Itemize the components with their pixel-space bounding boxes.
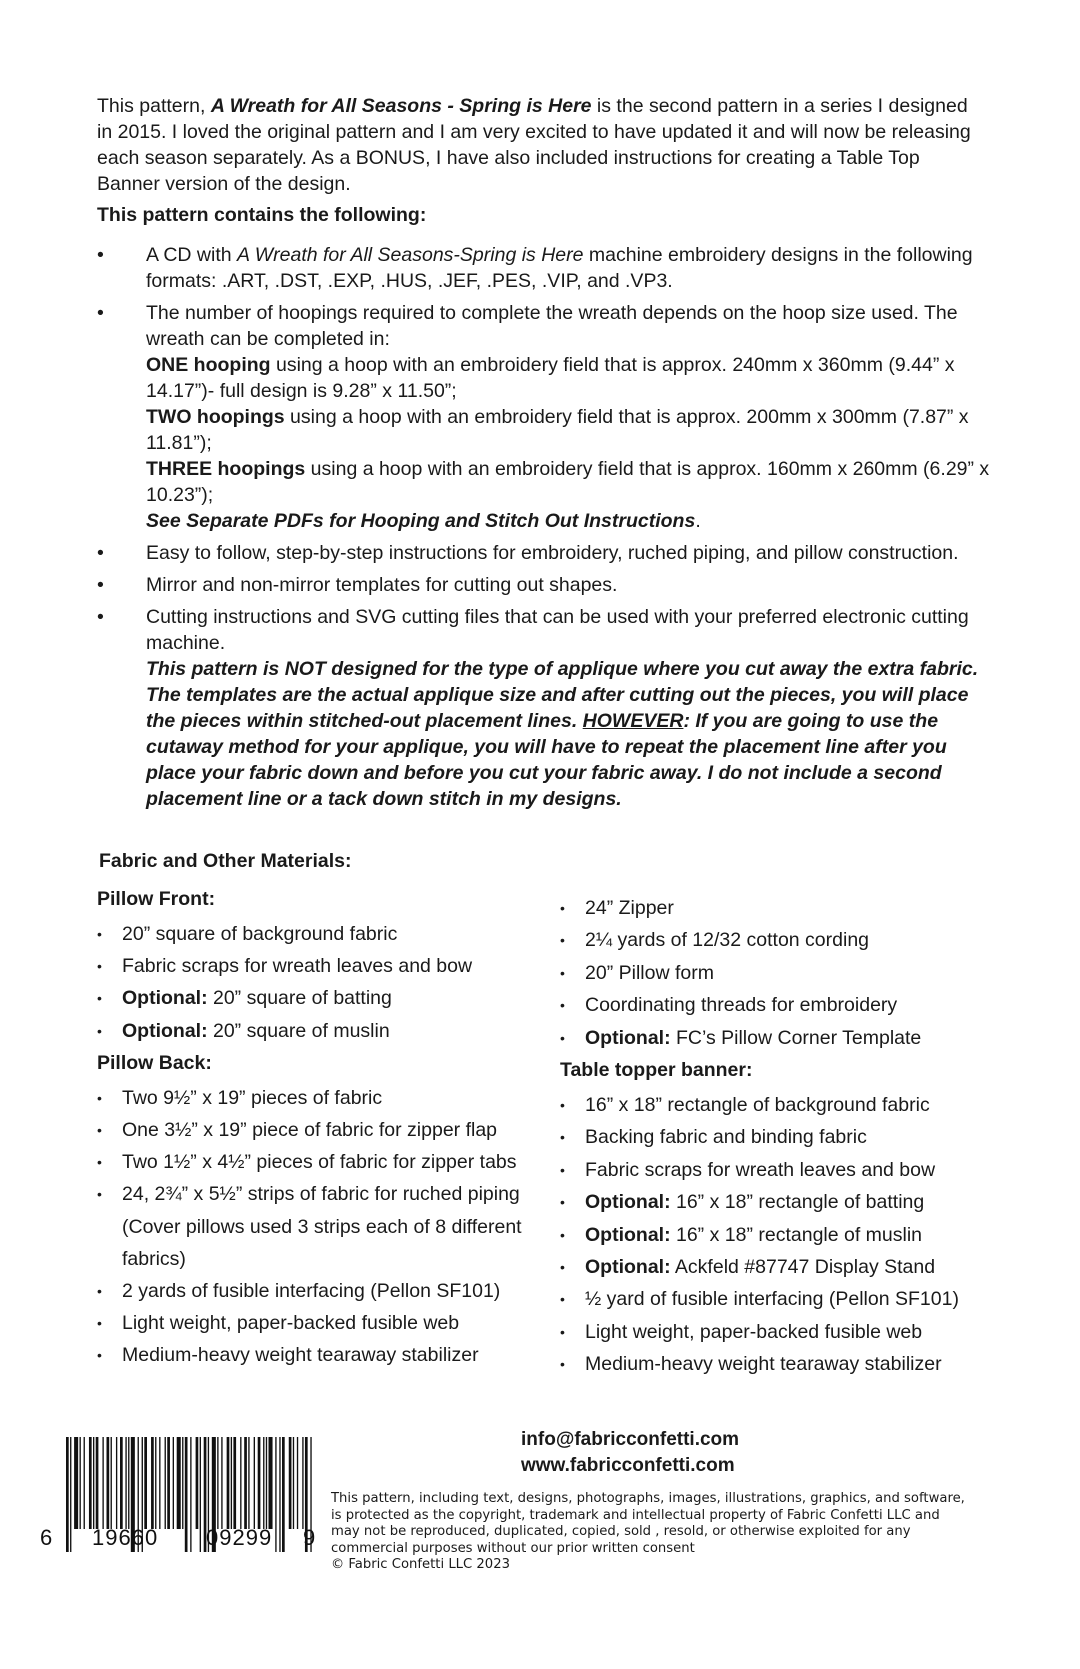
bullet: • <box>560 1291 565 1308</box>
barcode-bar <box>80 1437 81 1529</box>
list-item <box>97 1339 537 1371</box>
list-item <box>560 957 1020 989</box>
list-item <box>97 1082 537 1114</box>
barcode-bar <box>244 1437 247 1529</box>
two-hoopings-line <box>146 404 997 456</box>
item-label: Optional: <box>585 1026 671 1049</box>
contact-website[interactable]: www.fabricconfetti.com <box>521 1455 735 1476</box>
list-item <box>97 1114 537 1146</box>
bullet: • <box>560 997 565 1014</box>
barcode-left-digits: 19660 <box>92 1525 159 1550</box>
cd-text: A CD with <box>146 244 238 266</box>
table-topper-heading: Table topper banner: <box>560 1059 753 1082</box>
list-item <box>97 950 537 982</box>
list-item <box>560 1154 1020 1186</box>
item-label: Optional: <box>585 1223 671 1246</box>
item-text: 2¼ yards of 12/32 cotton cording <box>585 929 870 952</box>
barcode-bar <box>165 1437 166 1529</box>
barcode-bar <box>74 1437 78 1529</box>
bullet: • <box>560 1194 565 1211</box>
barcode-bar <box>173 1437 174 1529</box>
item-text: 16” x 18” rectangle of batting <box>670 1191 925 1214</box>
list-item <box>560 892 1020 924</box>
cd-design-title: A Wreath for All Seasons-Spring is Here <box>237 244 584 266</box>
three-hoopings-text: using a hoop with an embroidery field that is approx. 160mm x 260mm (6.29” x 10.23”); <box>146 458 990 506</box>
contents-item-cutting <box>97 604 997 812</box>
item-text: 20” square of batting <box>207 987 392 1010</box>
bullet: • <box>97 606 104 628</box>
item-text: 16” x 18” rectangle of background fabric <box>585 1094 930 1117</box>
bullet: • <box>560 1097 565 1114</box>
copyright-notice <box>331 1491 971 1574</box>
barcode-bar <box>289 1437 292 1529</box>
intro-text: This pattern, <box>97 95 211 117</box>
barcode-bar <box>293 1437 294 1529</box>
barcode-bar <box>102 1437 103 1529</box>
applique-note-part1: This pattern is NOT designed for the type of applique where you cut away the extra fabric. The templates are the actual applique size and after cutting out the pieces, you will place the pieces within stitched-out placement lines. <box>146 658 979 732</box>
see-separate-line <box>146 508 997 534</box>
bullet: • <box>560 1029 565 1046</box>
barcode-bar <box>248 1437 249 1529</box>
two-hoopings-text: using a hoop with an embroidery field that is approx. 200mm x 300mm (7.87” x 11.81”); <box>146 406 969 454</box>
pillow-back-heading: Pillow Back: <box>97 1051 212 1074</box>
barcode-bar <box>279 1437 280 1552</box>
item-text: 20” Pillow form <box>585 961 714 984</box>
bullet: • <box>97 1347 102 1364</box>
applique-note-part2: : If you are going to use the cutaway method for your applique, you will have to repeat the placement line after you place your fabric down and before you cut your fabric away. I do not include a second placement line or a tack down stitch in my designs. <box>146 710 947 810</box>
contents-item-templates <box>97 572 997 598</box>
barcode-bar <box>111 1437 112 1529</box>
contents-list <box>97 242 997 818</box>
cutting-text: Cutting instructions and SVG cutting files that can be used with your preferred electronic cutting machine. <box>146 606 969 654</box>
item-text: Fabric scraps for wreath leaves and bow <box>585 1158 936 1181</box>
contents-heading: This pattern contains the following: <box>97 204 427 226</box>
contact-email[interactable]: info@fabricconfetti.com <box>521 1429 740 1450</box>
barcode-bar <box>231 1437 232 1529</box>
item-label: Optional: <box>585 1256 671 1279</box>
instructions-text: Easy to follow, step-by-step instructions for embroidery, ruched piping, and pillow construction. <box>146 542 959 564</box>
barcode-bar <box>263 1437 264 1529</box>
barcode-bar <box>217 1437 218 1529</box>
pillow-other-list <box>560 892 1020 1054</box>
three-hoopings-label: THREE hoopings <box>146 458 306 480</box>
barcode-bar <box>182 1437 183 1529</box>
barcode-bar <box>159 1437 160 1529</box>
hoopings-intro: The number of hoopings required to complete the wreath depends on the hoop size used. The wreath can be completed in: <box>146 302 958 350</box>
bullet: • <box>97 958 102 975</box>
barcode-bar <box>269 1437 273 1529</box>
barcode-bar <box>227 1437 230 1529</box>
item-text: Light weight, paper-backed fusible web <box>585 1320 923 1343</box>
barcode-bar <box>258 1437 261 1529</box>
barcode-bar <box>302 1437 303 1529</box>
barcode-right-digits: 09299 <box>206 1525 273 1550</box>
item-label: Optional: <box>122 1019 208 1042</box>
barcode-bar <box>89 1437 92 1529</box>
barcode-bar <box>282 1437 285 1552</box>
item-text: Two 9½” x 19” pieces of fabric <box>122 1086 383 1109</box>
item-text: Two 1½” x 4½” pieces of fabric for zipper tabs <box>122 1151 517 1174</box>
list-item <box>560 1251 1020 1283</box>
barcode-bar <box>185 1437 188 1552</box>
barcode-lead-digit: 6 <box>40 1525 54 1550</box>
bullet: • <box>560 900 565 916</box>
barcode-bar <box>125 1437 126 1529</box>
barcode-bar <box>196 1437 199 1529</box>
list-item <box>560 1121 1020 1153</box>
bullet: • <box>560 932 565 949</box>
item-text: Coordinating threads for embroidery <box>585 994 898 1017</box>
applique-note <box>146 656 997 812</box>
bullet: • <box>97 302 104 324</box>
contents-item-cd <box>97 242 997 294</box>
bullet: • <box>97 990 102 1007</box>
list-item <box>97 1015 537 1047</box>
list-item <box>560 1219 1020 1251</box>
item-text: Fabric scraps for wreath leaves and bow <box>122 955 473 978</box>
one-hooping-line <box>146 352 997 404</box>
list-item <box>560 1022 1020 1054</box>
pillow-front-heading: Pillow Front: <box>97 888 216 910</box>
barcode-bar <box>240 1437 241 1529</box>
list-item <box>560 1283 1020 1315</box>
one-hooping-label: ONE hooping <box>146 354 271 376</box>
one-hooping-text: using a hoop with an embroidery field that is approx. 240mm x 360mm (9.44” x 14.17”)- full design is 9.28” x 11.50”; <box>146 354 955 402</box>
item-text: One 3½” x 19” piece of fabric for zipper flap <box>122 1119 498 1142</box>
list-item <box>97 918 537 950</box>
item-text: 24, 2¾” x 5½” strips of fabric for ruched piping (Cover pillows used 3 strips each of 8 different fabrics) <box>122 1183 522 1270</box>
barcode-bar <box>297 1437 298 1529</box>
barcode-bar <box>93 1437 94 1529</box>
item-text: FC’s Pillow Corner Template <box>670 1026 922 1049</box>
bullet: • <box>560 1356 565 1373</box>
barcode-bar <box>84 1437 85 1529</box>
pillow-front-list <box>97 918 537 1047</box>
barcode-bar <box>70 1437 71 1552</box>
legal-text: This pattern, including text, designs, photographs, images, illustrations, graphics, and software, is protected as the copyright, trademark and intellectual property of Fabric Confetti LLC and may not be reproduced, duplicated, copied, sold , resold, or otherwise exploited for any commercial purposes without our prior written consent <box>331 1491 965 1556</box>
item-label: Optional: <box>122 987 208 1010</box>
item-text: 20” square of background fabric <box>122 923 398 945</box>
list-item <box>97 982 537 1014</box>
three-hoopings-line <box>146 456 997 508</box>
barcode-bar <box>254 1437 255 1529</box>
item-text: Medium-heavy weight tearaway stabilizer <box>585 1353 942 1376</box>
barcode-bar <box>120 1437 123 1529</box>
barcode-bar <box>155 1437 156 1529</box>
materials-heading: Fabric and Other Materials: <box>99 850 352 872</box>
barcode-bar <box>275 1437 276 1552</box>
table-topper-list <box>560 1089 1020 1381</box>
period: . <box>695 510 701 532</box>
list-item <box>560 989 1020 1021</box>
list-item <box>560 1316 1020 1348</box>
bullet: • <box>560 1226 565 1243</box>
barcode-bar <box>151 1437 154 1529</box>
item-text: Backing fabric and binding fabric <box>585 1126 867 1149</box>
bullet: • <box>97 1089 102 1106</box>
item-text: Light weight, paper-backed fusible web <box>122 1312 460 1335</box>
item-text: Medium-heavy weight tearaway stabilizer <box>122 1344 479 1367</box>
cd-formats: machine embroidery designs in the following formats: .ART, .DST, .EXP, .HUS, .JEF, .PES, .VIP, and .VP3. <box>146 244 973 292</box>
bullet: • <box>97 244 104 266</box>
list-item <box>97 1146 537 1178</box>
list-item <box>560 924 1020 956</box>
pattern-title: A Wreath for All Seasons - Spring is Here <box>210 95 592 117</box>
bullet: • <box>97 542 104 564</box>
barcode-bar <box>116 1437 117 1529</box>
bullet: • <box>97 1022 102 1039</box>
barcode-bar <box>96 1437 99 1529</box>
barcode-bar <box>66 1437 69 1552</box>
bullet: • <box>560 1161 565 1178</box>
pillow-back-list <box>97 1082 537 1372</box>
contact-block <box>521 1427 739 1479</box>
barcode-bar <box>190 1437 191 1552</box>
bullet: • <box>97 1122 102 1139</box>
bullet: • <box>97 1154 102 1171</box>
list-item <box>97 1178 537 1275</box>
bullet: • <box>97 574 104 596</box>
barcode-bar <box>107 1437 110 1529</box>
item-text: 24” Zipper <box>585 897 674 919</box>
bullet: • <box>97 1283 102 1300</box>
bullet: • <box>560 1129 565 1146</box>
list-item <box>97 1275 537 1307</box>
barcode-bar <box>266 1437 267 1529</box>
bullet: • <box>97 1186 102 1203</box>
barcode-bar <box>144 1437 147 1529</box>
however-emphasis: HOWEVER <box>582 710 684 732</box>
list-item <box>560 1186 1020 1218</box>
contents-item-instructions <box>97 540 997 566</box>
list-item <box>97 1307 537 1339</box>
list-item <box>560 1089 1020 1121</box>
barcode-trail-digit: 9 <box>303 1525 317 1550</box>
barcode-bar <box>177 1437 181 1529</box>
two-hoopings-label: TWO hoopings <box>146 406 285 428</box>
barcode-bar <box>167 1437 170 1529</box>
item-text: 2 yards of fusible interfacing (Pellon SF101) <box>122 1280 501 1303</box>
bullet: • <box>560 1259 565 1276</box>
see-separate-pdfs: See Separate PDFs for Hooping and Stitch Out Instructions <box>146 510 696 532</box>
barcode-bar <box>221 1437 222 1529</box>
item-text: 16” x 18” rectangle of muslin <box>670 1223 923 1246</box>
bullet: • <box>560 1323 565 1340</box>
list-item <box>560 1348 1020 1380</box>
bullet: • <box>560 964 565 981</box>
intro-paragraph <box>97 93 987 197</box>
copyright-line: © Fabric Confetti LLC 2023 <box>331 1557 510 1573</box>
item-text: Ackfeld #87747 Display Stand <box>670 1256 936 1279</box>
intro-text-continued: is the second pattern in a series I designed in 2015. I loved the original pattern and I am very excited to have updated it and will now be releasing each season separately. As a BONUS, I have also included instructions for creating a Table Top Banner version of the design. <box>97 95 971 195</box>
bullet: • <box>97 1315 102 1332</box>
item-label: Optional: <box>585 1191 671 1214</box>
materials-right-column <box>560 892 1020 1384</box>
barcode-bar <box>200 1437 201 1552</box>
barcode-bar <box>233 1437 236 1529</box>
barcode-bar <box>128 1437 129 1529</box>
item-text: 20” square of muslin <box>207 1019 390 1042</box>
materials-left-column <box>97 886 537 1375</box>
contents-item-hoopings <box>97 300 997 534</box>
bullet: • <box>97 926 102 942</box>
templates-text: Mirror and non-mirror templates for cutting out shapes. <box>146 574 618 596</box>
item-text: ½ yard of fusible interfacing (Pellon SF101) <box>585 1288 959 1311</box>
